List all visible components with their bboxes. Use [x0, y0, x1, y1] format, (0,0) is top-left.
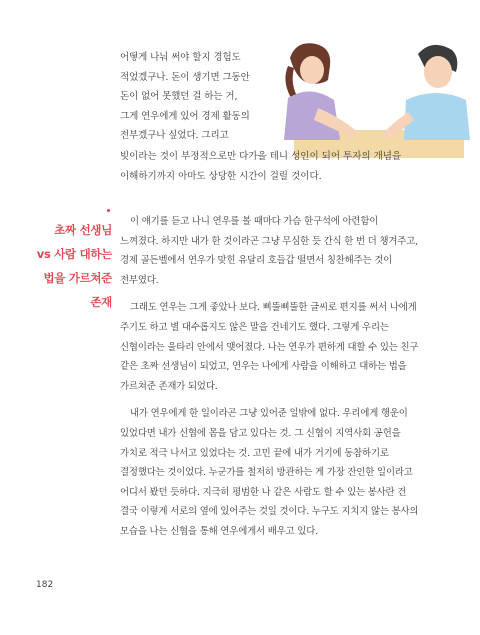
paragraph-line: 가르쳐준 존재가 되었다.: [120, 380, 218, 392]
sidebar-heading-line: vs 사람 대하는: [36, 247, 112, 261]
sidebar-heading-line: 초짜 선생님: [54, 223, 112, 237]
page-number: 182: [36, 580, 54, 590]
intro-line: 어떻게 나눠 써야 할지 경험도: [120, 52, 241, 63]
paragraph-line: 있었다면 내가 신협에 몸을 담고 있다는 것. 그 신협이 지역사회 공헌을: [120, 427, 401, 439]
body-text: [120, 212, 456, 542]
intro-tail-line: 이해하기까지 아마도 상당한 시간이 걸릴 것이다.: [120, 170, 322, 182]
man-face: [424, 56, 452, 88]
intro-text: [120, 48, 290, 146]
conversation-illustration: [268, 36, 470, 158]
paragraph-line: 결국 이렇게 서로의 옆에 있어주는 것일 것이다. 누구도 지치지 않는 봉사의: [120, 506, 419, 518]
intro-tail: [120, 147, 450, 186]
sidebar-heading: [36, 218, 112, 314]
bullet-dot: [107, 209, 110, 212]
paragraph: [120, 404, 456, 541]
woman-face: [300, 56, 324, 84]
paragraph-line: 모습을 나는 신협을 통해 연우에게서 배우고 있다.: [120, 525, 318, 537]
intro-tail-line: 빚이라는 것이 부정적으로만 다가올 테니 성인이 되어 투자의 개념을: [120, 151, 402, 162]
paragraph-line: 가치로 적극 나서고 있었다는 것. 고민 끝에 내가 거기에 동참하기로: [120, 447, 389, 459]
paragraph-line: 내가 연우에게 한 일이라곤 그냥 있어준 일밖에 없다. 우리에게 행운이: [130, 408, 408, 420]
intro-line: 그게 연우에게 있어 경제 활동의: [120, 110, 250, 122]
sidebar-heading-line: 존재: [90, 295, 112, 309]
paragraph: [120, 298, 456, 396]
paragraph-line: 신협이라는 울타리 안에서 맺어졌다. 나는 연우가 편하게 대할 수 있는 친구: [120, 341, 419, 353]
paragraph-line: 그래도 연우는 그게 좋았나 보다. 삐뚤삐뚤한 글씨로 편지를 써서 나에게: [130, 302, 417, 314]
paragraph-line: 어디서 봤던 듯하다. 지극히 평범한 나 같은 사람도 할 수 있는 봉사란 건: [120, 486, 407, 498]
paragraph-line: 경제 골든벨에서 연우가 맞힌 유달리 호들갑 떨면서 칭찬해주는 것이: [120, 255, 393, 267]
paragraph-line: 주기도 하고 별 대수롭지도 않은 말을 건네기도 했다. 그렇게 우리는: [120, 321, 389, 333]
intro-line: 돈이 없어 못했던 걸 하는 거,: [120, 91, 238, 103]
intro-line: 전부겠구나 싶었다. 그리고: [120, 130, 229, 142]
intro-line: 적었겠구나. 돈이 생기면 그동안: [120, 71, 250, 83]
paragraph-line: 전부였다.: [120, 274, 159, 286]
man-body: [404, 93, 470, 140]
sidebar-heading-line: 법을 가르쳐준: [43, 271, 112, 285]
paragraph: [120, 212, 456, 290]
paragraph-line: 느껴졌다. 하지만 내가 한 것이라곤 그냥 무심한 듯 간식 한 번 더 챙겨주고,: [120, 235, 418, 247]
paragraph-line: 이 얘기를 듣고 나니 연우를 볼 때마다 가슴 한구석에 아련함이: [130, 216, 379, 227]
paragraph-line: 같은 초짜 선생님이 되었고, 연우는 나에게 사람을 이해하고 대하는 법을: [120, 361, 407, 373]
paragraph-line: 결정했다는 것이었다. 누군가를 철저히 방관하는 게 가장 잔인한 일이라고: [120, 467, 413, 479]
